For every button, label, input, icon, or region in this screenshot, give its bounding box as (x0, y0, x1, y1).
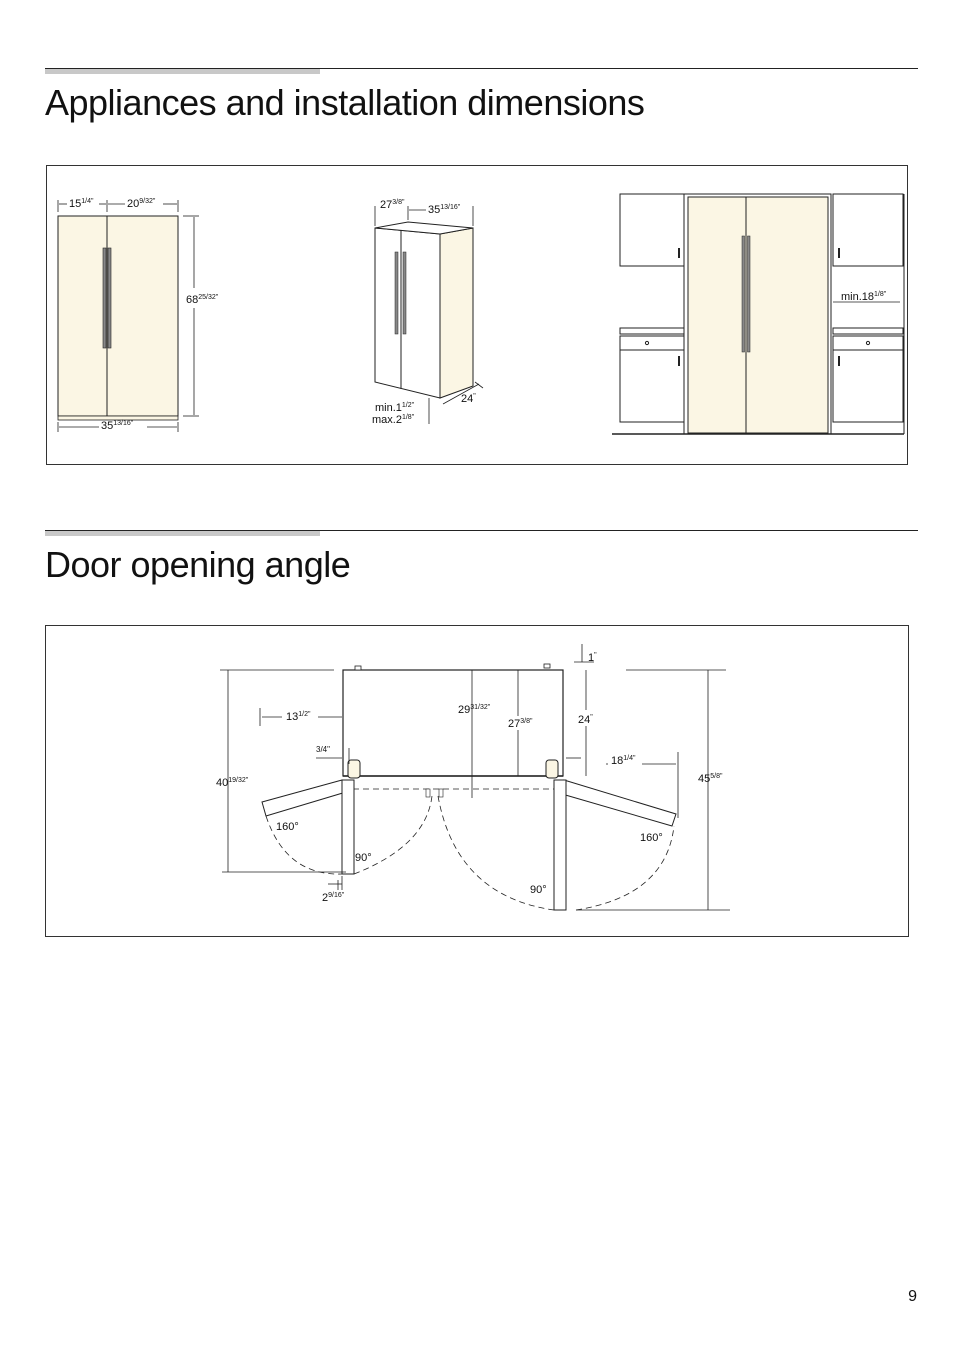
dim-iso-depth-top-frac: 3/8" (392, 199, 405, 206)
angle-90-left: 90° (355, 852, 372, 864)
section2-title: Door opening angle (45, 544, 351, 585)
dim-depth-body: 27 (508, 718, 521, 730)
dim-depth-cab-frac: " (590, 714, 593, 721)
dim-iso-min: min.1 (375, 402, 402, 414)
dim-iso-width-top-frac: 13/16" (440, 204, 461, 211)
dim-top-gap: 1 (588, 652, 595, 664)
svg-text:455/8" (698, 773, 723, 785)
svg-text:1" (588, 652, 597, 664)
dim-width-left: 15 (69, 198, 82, 210)
svg-text:4019/32" (216, 777, 249, 789)
dim-width-bottom-frac: 13/16" (113, 420, 134, 427)
page-number: 9 (908, 1288, 917, 1305)
dim-depth-left-total-frac: 19/32" (228, 777, 249, 784)
dim-right-clearance: 18 (611, 755, 624, 767)
dim-iso-max-frac: 1/8" (401, 414, 415, 421)
dim-handle-offset-frac: 9/16" (328, 892, 345, 899)
dim-depth-right-total: 45 (698, 773, 711, 785)
dim-depth-open: 29 (458, 704, 471, 716)
svg-text:24" (461, 393, 476, 405)
svg-text:29/16" (322, 892, 345, 904)
dim-iso-width-top: 35 (428, 204, 441, 216)
svg-text:max.21/8" (372, 414, 415, 426)
dim-left-swing-frac: 1/2" (298, 711, 311, 718)
svg-text:209/32" (127, 198, 156, 210)
cabinet-view (612, 194, 904, 434)
svg-text:3513/16" (101, 420, 134, 432)
dim-width-right-frac: 9/32" (139, 198, 156, 205)
dim-iso-min-frac: 1/2" (401, 402, 415, 409)
isometric-view (372, 199, 483, 426)
dim-iso-depth: 24 (461, 393, 474, 405)
dim-depth-left-total: 40 (216, 777, 229, 789)
dim-hinge-offset: 3/4" (316, 745, 330, 754)
svg-text:6825/32" (186, 294, 219, 306)
door-opening-figure (45, 625, 909, 937)
dim-iso-depth-top: 27 (380, 199, 393, 211)
dim-top-gap-frac: " (594, 652, 597, 659)
svg-text:273/8" (380, 199, 405, 211)
dim-side-clearance-frac: 1/8" (874, 291, 887, 298)
dim-depth-body-frac: 3/8" (520, 718, 533, 725)
dim-side-clearance: min.18 (841, 291, 875, 303)
dim-height: 68 (186, 294, 199, 306)
angle-160-left: 160° (276, 821, 299, 833)
angle-160-right: 160° (640, 832, 663, 844)
dim-iso-depth-frac: " (473, 393, 476, 400)
section2-rule (45, 530, 918, 531)
installation-dimensions-drawing (47, 166, 907, 464)
svg-text:min.11/2" (375, 402, 415, 414)
svg-text:131/2" (286, 711, 311, 723)
dim-depth-open-frac: 31/32" (470, 704, 491, 711)
angle-90-right: 90° (530, 884, 547, 896)
dim-left-swing: 13 (286, 711, 299, 723)
dim-width-left-frac: 1/4" (81, 198, 94, 205)
dim-height-frac: 25/32" (198, 294, 219, 301)
front-view (58, 198, 219, 432)
svg-text:24" (578, 714, 593, 726)
dim-iso-max: max.2 (372, 414, 402, 426)
svg-text:min.181/8" (841, 291, 887, 303)
svg-text:181/4" (611, 755, 636, 767)
dim-depth-right-total-frac: 5/8" (710, 773, 723, 780)
dim-handle-offset: 2 (322, 892, 329, 904)
dim-depth-cab: 24 (578, 714, 591, 726)
dim-right-clearance-frac: 1/4" (623, 755, 636, 762)
section1-title: Appliances and installation dimensions (45, 82, 645, 123)
section1-rule (45, 68, 918, 69)
door-opening-drawing (46, 626, 908, 936)
svg-text:3/4" (316, 745, 330, 754)
svg-text:3513/16" (428, 204, 461, 216)
installation-dimensions-figure (46, 165, 908, 465)
dim-width-right: 20 (127, 198, 140, 210)
dim-width-bottom: 35 (101, 420, 114, 432)
svg-text:151/4" (69, 198, 94, 210)
